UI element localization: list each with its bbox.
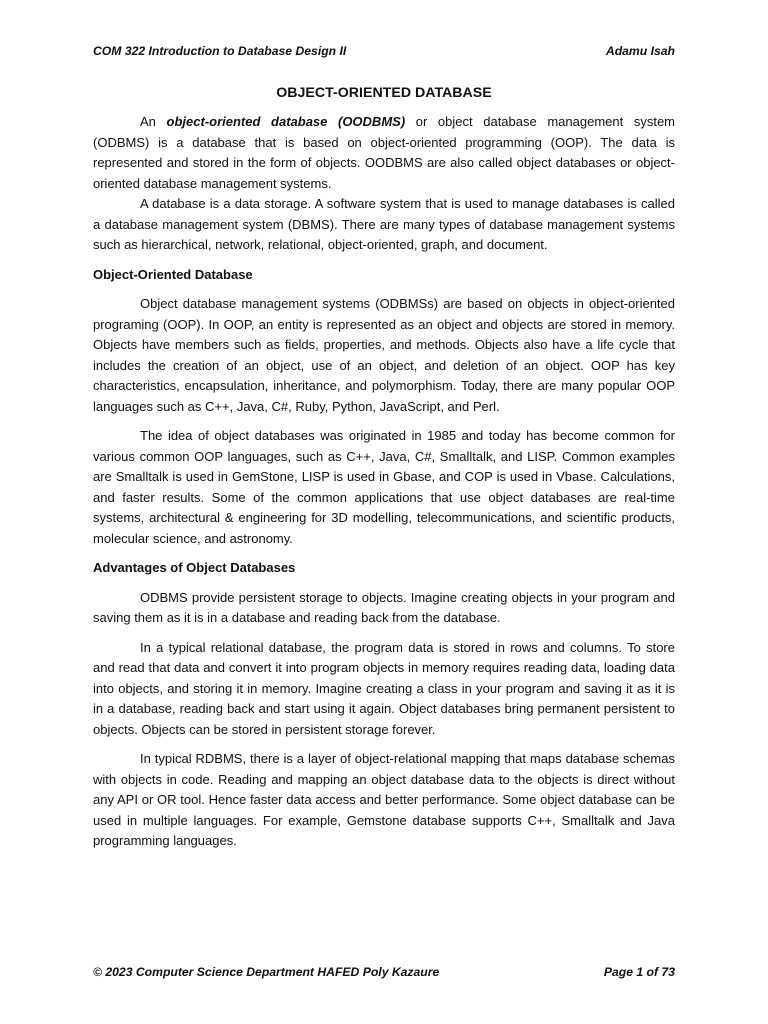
author-name: Adamu Isah [605, 44, 675, 58]
intro-rest: or object database management system (ODBMS) is a database that is based on object-oriented programming (OOP). The data is represented and stored in the form of objects. OODBMS are also called object databases or object-oriented database management systems. [93, 114, 675, 191]
section-heading-oodb: Object-Oriented Database [93, 266, 253, 282]
running-footer [93, 961, 675, 983]
intro-paragraph-1 [93, 112, 675, 194]
page-number: Page 1 of 73 [603, 965, 675, 979]
document-page [93, 40, 675, 990]
section-heading-advantages: Advantages of Object Databases [93, 560, 296, 575]
document-title: OBJECT-ORIENTED DATABASE [276, 85, 492, 101]
intro-term: object-oriented database (OODBMS) [166, 114, 406, 129]
section2-paragraph-3: In typical RDBMS, there is a layer of object-relational mapping that maps database schemas with objects in code. Reading and mapping an object database data to the objects is direct without any API or OR tool. Hence faster data access and better performance. Some object database can be used in multiple languages. For example, Gemstone database supports C++, Smalltalk and Java programming languages. [93, 751, 675, 848]
section1-paragraph-1: Object database management systems (ODBMSs) are based on objects in object-oriented programing (OOP). In OOP, an entity is represented as an object and objects are stored in memory. Objects have members such as fields, properties, and methods. Objects also have a life cycle that includes the creation of an object, use of an object, and deletion of an object. OOP has key characteristics, encapsulation, inheritance, and polymorphism. Today, there are many popular OOP languages such as C++, Java, C#, Ruby, Python, JavaScript, and Perl. [93, 296, 675, 414]
section2-paragraph-2: In a typical relational database, the program data is stored in rows and columns. To store and read that data and convert it into program objects in memory requires reading data, loading data into objects, and storing it in memory. Imagine creating a class in your program and saving it as it is in a database, reading back and start using it again. Object databases bring permanent persistent to objects. Objects can be stored in persistent storage forever. [93, 639, 675, 737]
copyright-text: © 2023 Computer Science Department HAFED Poly Kazaure [93, 965, 440, 979]
intro-paragraph-2: A database is a data storage. A software system that is used to manage databases is called a database management system (DBMS). There are many types of database management systems such as hierarchical, network, relational, object-oriented, graph, and document. [93, 196, 675, 252]
course-title: COM 322 Introduction to Database Design II [93, 44, 347, 58]
section1-paragraph-2: The idea of object databases was originated in 1985 and today has become common for various common OOP languages, such as C++, Java, C#, Smalltalk, and LISP. Common examples are Smalltalk is used in GemStone, LISP is used in Gbase, and COP is used in Vbase. Calculations, and faster results. Some of the common applications that use object databases are real-time systems, architectural & engineering for 3D modelling, telecommunications, and scientific products, molecular science, and astronomy. [93, 428, 675, 546]
running-header [93, 40, 675, 62]
intro-lead: An [140, 114, 167, 129]
document-body [93, 112, 675, 852]
section2-paragraph-1: ODBMS provide persistent storage to objects. Imagine creating objects in your program and saving them as it is in a database and reading back from the database. [93, 589, 675, 625]
